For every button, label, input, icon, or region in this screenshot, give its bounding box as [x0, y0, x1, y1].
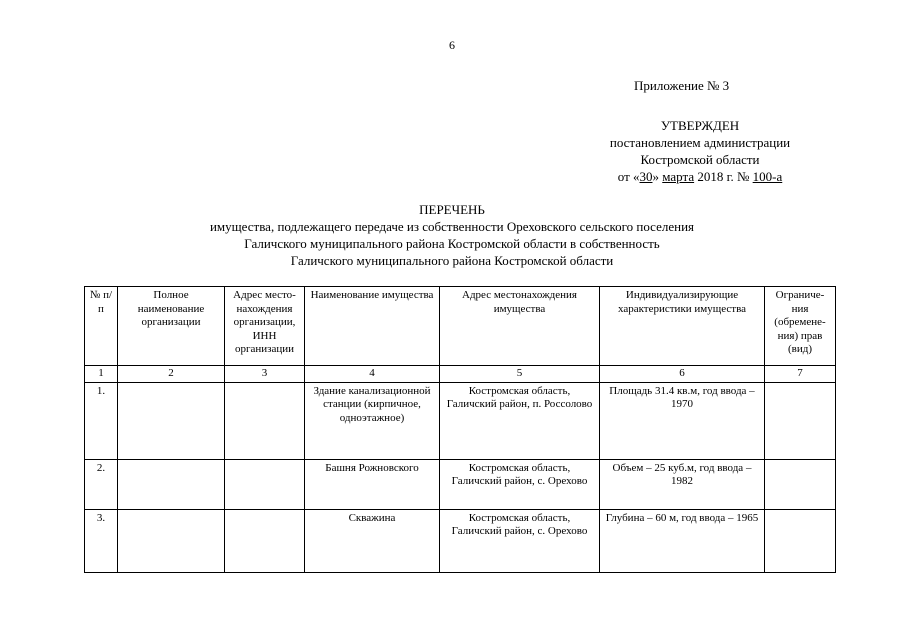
- title-line-3: Галичского муниципального района Костромской области: [290, 253, 614, 268]
- header-address: Адрес местонахождения имущества: [440, 287, 600, 366]
- column-number: 3: [225, 366, 305, 383]
- header-org-name: Полное наименование организации: [118, 287, 225, 366]
- row-org-address: [225, 382, 305, 459]
- table-row: [85, 509, 836, 572]
- appendix-label: Приложение № 3: [634, 78, 730, 93]
- row-property: Скважина: [305, 509, 440, 572]
- table-row: [85, 382, 836, 459]
- column-number: 7: [765, 366, 836, 383]
- approval-month: марта: [662, 169, 695, 184]
- date-mid-2: 2018 г. №: [694, 169, 753, 184]
- row-characteristics: Глубина – 60 м, год ввода – 1965: [600, 509, 765, 572]
- column-number: 2: [118, 366, 225, 383]
- approval-date: [590, 168, 810, 185]
- row-org-name: [118, 459, 225, 509]
- page-number: 6: [449, 38, 455, 52]
- title-line-1: имущества, подлежащего передаче из собственности Ореховского сельского поселения: [209, 219, 695, 234]
- column-number: 1: [85, 366, 118, 383]
- row-address: Костромская область, Галичский район, с. Орехово: [440, 509, 600, 572]
- row-property: Здание канализационной станции (кирпичное, одноэтажное): [305, 382, 440, 459]
- header-characteristics: Индивидуализирующие характеристики имущества: [600, 287, 765, 366]
- row-restrictions: [765, 509, 836, 572]
- row-org-address: [225, 509, 305, 572]
- table-header-row: [85, 287, 836, 366]
- column-number: 4: [305, 366, 440, 383]
- approval-day: 30: [639, 169, 653, 184]
- document-title: [0, 201, 904, 269]
- date-prefix: от «: [617, 169, 640, 184]
- row-address: Костромская область, Галичский район, с. Орехово: [440, 459, 600, 509]
- header-restrictions: Ограниче-ния (обремене-ния) прав (вид): [765, 287, 836, 366]
- approval-heading: УТВЕРЖДЕН: [660, 118, 740, 133]
- property-table: [84, 286, 836, 573]
- column-number: 6: [600, 366, 765, 383]
- row-org-name: [118, 382, 225, 459]
- title-heading: ПЕРЕЧЕНЬ: [419, 202, 485, 217]
- approval-line-2: Костромской области: [640, 152, 760, 167]
- column-number: 5: [440, 366, 600, 383]
- row-restrictions: [765, 459, 836, 509]
- header-property: Наименование имущества: [305, 287, 440, 366]
- table-row: [85, 459, 836, 509]
- row-characteristics: Площадь 31.4 кв.м, год ввода – 1970: [600, 382, 765, 459]
- row-num: 3.: [85, 509, 118, 572]
- row-property: Башня Рожновского: [305, 459, 440, 509]
- row-restrictions: [765, 382, 836, 459]
- row-num: 1.: [85, 382, 118, 459]
- header-num: № п/п: [85, 287, 118, 366]
- approval-number: 100-а: [752, 169, 783, 184]
- header-org-address: Адрес место-нахождения организации, ИНН организации: [225, 287, 305, 366]
- approval-block: [590, 117, 810, 185]
- row-address: Костромская область, Галичский район, п. Россолово: [440, 382, 600, 459]
- row-org-address: [225, 459, 305, 509]
- column-number-row: [85, 366, 836, 383]
- row-characteristics: Объем – 25 куб.м, год ввода – 1982: [600, 459, 765, 509]
- row-num: 2.: [85, 459, 118, 509]
- row-org-name: [118, 509, 225, 572]
- approval-line-1: постановлением администрации: [609, 135, 791, 150]
- title-line-2: Галичского муниципального района Костромской области в собственность: [244, 236, 660, 251]
- date-mid-1: »: [652, 169, 663, 184]
